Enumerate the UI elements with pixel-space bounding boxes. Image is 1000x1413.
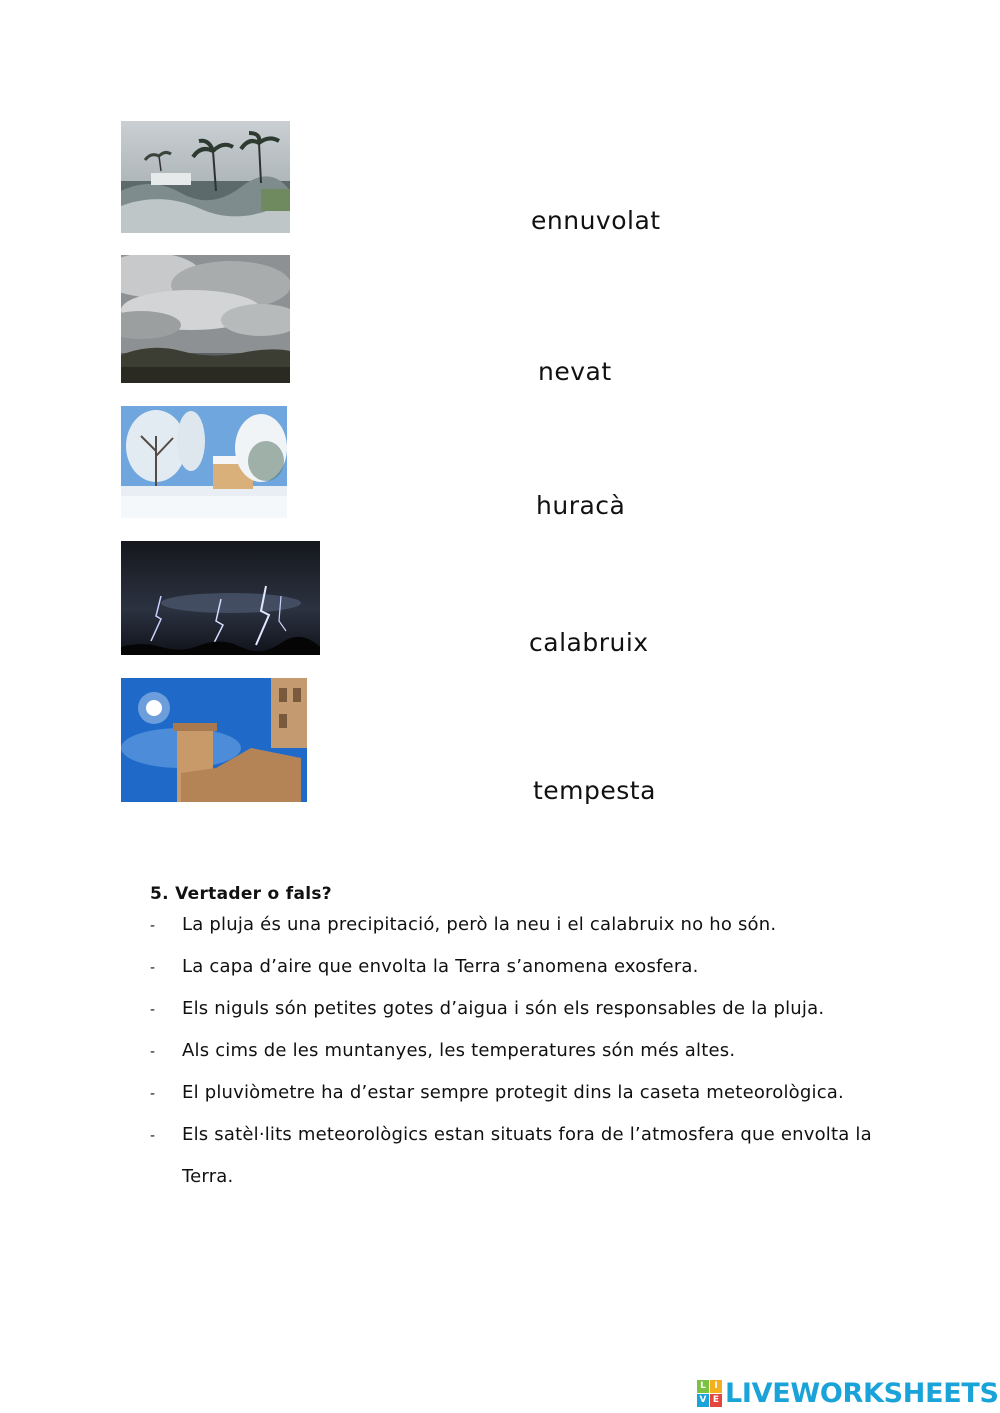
word-option[interactable]: tempesta [533,776,656,805]
badge-letter: L [697,1380,709,1393]
logo-badge-icon [697,1380,722,1407]
storm-photo [121,541,320,655]
bullet: - [150,1044,156,1060]
liveworksheets-logo [697,1378,999,1408]
statement-text: La pluja és una precipitació, però la neu i el calabruix no ho són. [182,914,777,935]
statement-text: Els satèl·lits meteorològics estan situats fora de l’atmosfera que envolta la [182,1124,872,1145]
word-option[interactable]: ennuvolat [531,206,661,235]
bullet: - [150,960,156,976]
word-option[interactable]: nevat [538,357,612,386]
statement-text: Terra. [182,1166,234,1187]
statement-text: La capa d’aire que envolta la Terra s’anomena exosfera. [182,956,699,977]
badge-letter: I [710,1380,722,1393]
statement-text: Els niguls són petites gotes d’aigua i són els responsables de la pluja. [182,998,825,1019]
badge-letter: E [710,1394,722,1407]
bullet: - [150,1002,156,1018]
bullet: - [150,918,156,934]
word-option[interactable]: calabruix [529,628,649,657]
snowy-photo [121,406,287,518]
brand-name: LIVEWORKSHEETS [725,1377,999,1409]
bullet: - [150,1086,156,1102]
statement-text: El pluviòmetre ha d’estar sempre protegit dins la caseta meteorològica. [182,1082,844,1103]
word-option[interactable]: huracà [536,491,626,520]
statement-text: Als cims de les muntanyes, les temperatures són més altes. [182,1040,736,1061]
exercise-title: 5. Vertader o fals? [150,884,332,904]
bullet: - [150,1128,156,1144]
cloudy-photo [121,255,290,383]
hurricane-photo [121,121,290,233]
sunny-photo [121,678,307,802]
badge-letter: V [697,1394,709,1407]
